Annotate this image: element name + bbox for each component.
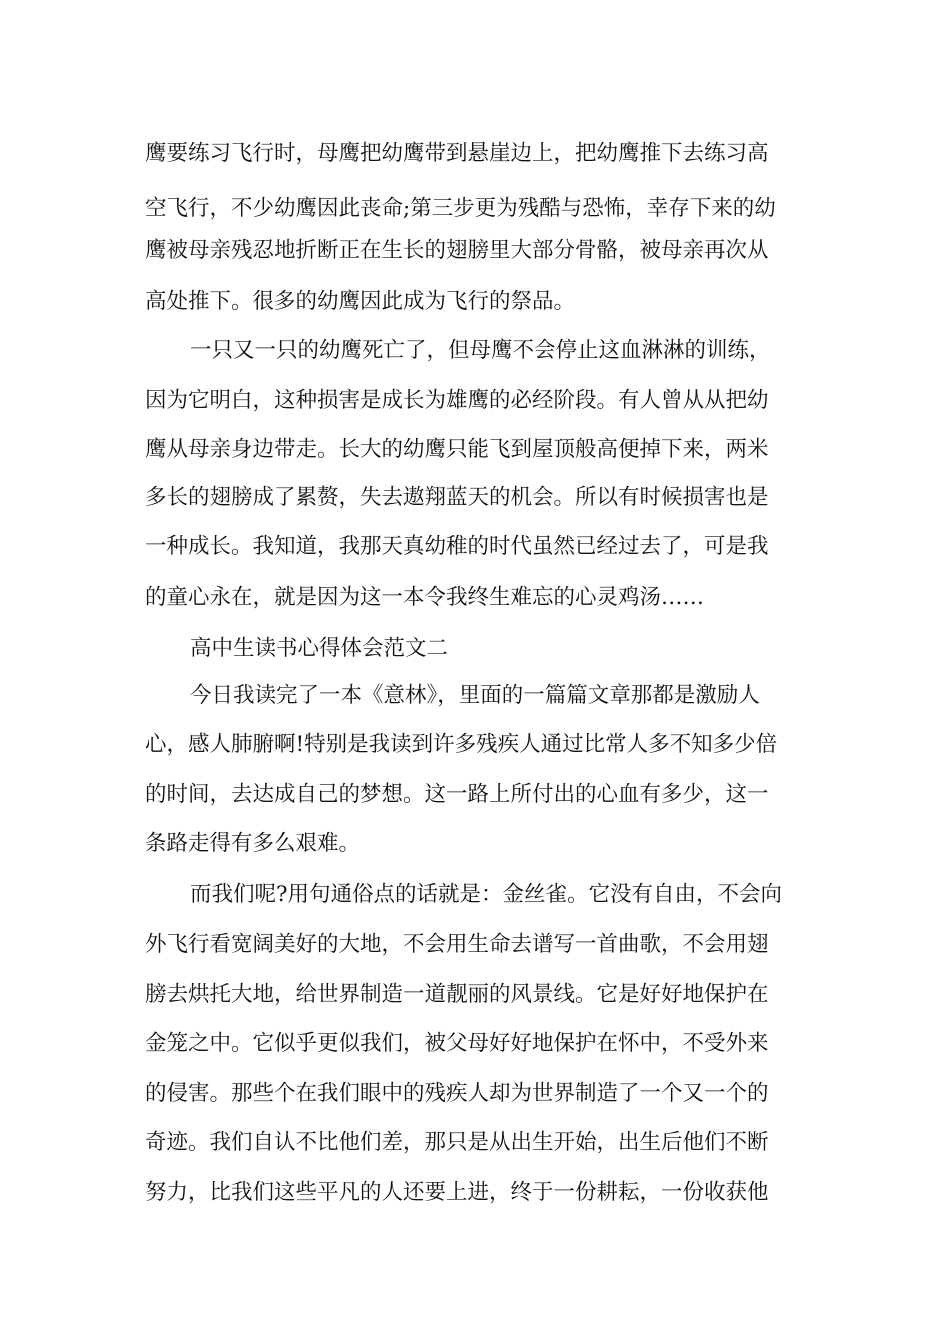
paragraph-line: 鹰从母亲身边带走。长大的幼鹰只能飞到屋顶般高便掉下来，两米 xyxy=(145,437,769,462)
paragraph-line: 条路走得有多么艰难。 xyxy=(145,831,361,856)
paragraph-line: 鹰要练习飞行时，母鹰把幼鹰带到悬崖边上，把幼鹰推下去练习高 xyxy=(145,141,769,166)
paragraph-line: 心，感人肺腑啊!特别是我读到许多残疾人通过比常人多不知多少倍 xyxy=(145,732,778,757)
paragraph-line: 一种成长。我知道，我那天真幼稚的时代虽然已经过去了，可是我 xyxy=(145,534,769,559)
paragraph-line: 而我们呢?用句通俗点的话就是：金丝雀。它没有自由，不会向 xyxy=(190,882,783,907)
paragraph-line: 膀去烘托大地，给世界制造一道靓丽的风景线。它是好好地保护在 xyxy=(145,982,769,1007)
paragraph-line: 一只又一只的幼鹰死亡了，但母鹰不会停止这血淋淋的训练， xyxy=(190,338,771,363)
paragraph-line: 的童心永在，就是因为这一本令我终生难忘的心灵鸡汤…… xyxy=(145,585,705,610)
paragraph-line: 鹰被母亲残忍地折断正在生长的翅膀里大部分骨骼，被母亲再次从 xyxy=(145,238,769,263)
paragraph-line: 金笼之中。它似乎更似我们，被父母好好地保护在怀中，不受外来 xyxy=(145,1031,769,1056)
paragraph-line: 高处推下。很多的幼鹰因此成为飞行的祭品。 xyxy=(145,289,576,314)
paragraph-line: 奇迹。我们自认不比他们差，那只是从出生开始，出生后他们不断 xyxy=(145,1130,769,1155)
paragraph-line: 空飞行，不少幼鹰因此丧命;第三步更为残酷与恐怖，幸存下来的幼 xyxy=(145,196,776,221)
paragraph-line: 的侵害。那些个在我们眼中的残疾人却为世界制造了一个又一个的 xyxy=(145,1081,769,1106)
paragraph-line: 因为它明白，这种损害是成长为雄鹰的必经阶段。有人曾从从把幼 xyxy=(145,388,769,413)
paragraph-line: 的时间，去达成自己的梦想。这一路上所付出的心血有多少，这一 xyxy=(145,782,769,807)
paragraph-line: 外飞行看宽阔美好的大地，不会用生命去谱写一首曲歌，不会用翅 xyxy=(145,932,769,957)
paragraph-line: 今日我读完了一本《意林》，里面的一篇篇文章那都是激励人 xyxy=(190,683,760,708)
section-heading: 高中生读书心得体会范文二 xyxy=(190,636,449,661)
paragraph-line: 努力，比我们这些平凡的人还要上进，终于一份耕耘，一份收获他 xyxy=(145,1180,769,1205)
paragraph-line: 多长的翅膀成了累赘，失去遨翔蓝天的机会。所以有时候损害也是 xyxy=(145,485,769,510)
